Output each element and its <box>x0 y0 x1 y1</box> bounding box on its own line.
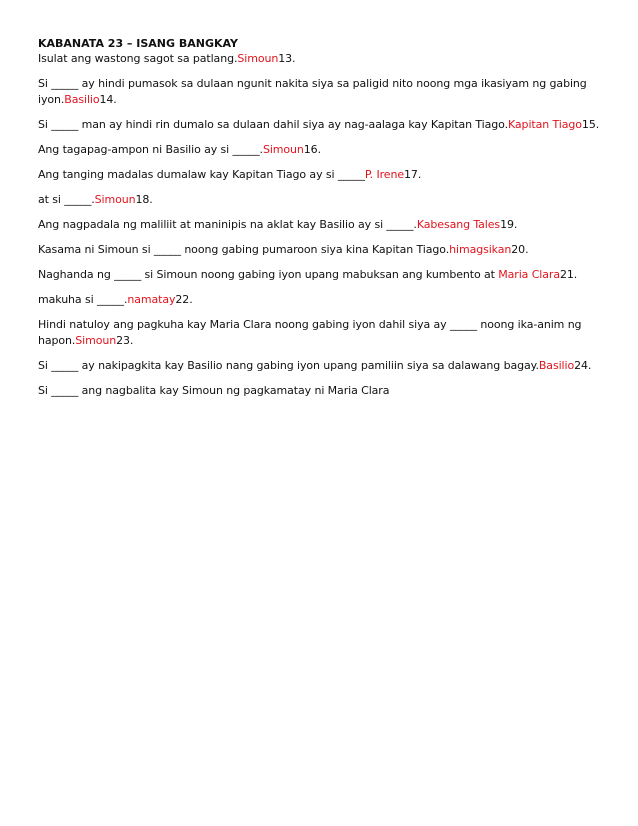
question-item <box>38 242 608 258</box>
question-text: Si _____ ay nakipagkita kay Basilio nang gabing iyon upang pamiliin siya sa dalawang bagay. <box>38 359 539 372</box>
question-text: Kasama ni Simoun si _____ noong gabing pumaroon siya kina Kapitan Tiago. <box>38 243 450 256</box>
question-item <box>38 142 608 158</box>
item-number: 20. <box>511 243 529 256</box>
question-text: Ang tagapag-ampon ni Basilio ay si _____. <box>38 143 263 156</box>
question-item <box>38 217 608 233</box>
item-number: 14. <box>99 93 117 106</box>
answer-text: Simoun <box>237 52 279 65</box>
item-number: 15. <box>581 118 600 131</box>
page-title: KABANATA 23 – ISANG BANGKAY <box>38 37 238 50</box>
answer-text: Kapitan Tiago <box>508 118 582 131</box>
question-item <box>38 76 608 108</box>
item-number: 17. <box>404 168 422 181</box>
answer-text: Maria Clara <box>498 268 560 281</box>
question-text: at si _____. <box>38 193 95 206</box>
question-text: Ang tanging madalas dumalaw kay Kapitan Tiago ay si _____ <box>38 168 365 181</box>
answer-text: Kabesang Tales <box>416 218 501 231</box>
answer-text: Basilio <box>538 359 575 372</box>
question-text: Naghanda ng _____ si Simoun noong gabing iyon upang mabuksan ang kumbento at <box>38 268 499 281</box>
answer-text: Simoun <box>262 143 304 156</box>
question-item <box>38 192 608 208</box>
question-item <box>38 383 608 399</box>
item-number: 16. <box>303 143 321 156</box>
question-text: Hindi natuloy ang pagkuha kay Maria Clara noong gabing iyon dahil siya ay _____ noong ika-anim ng hapon. <box>38 318 582 347</box>
question-item <box>38 358 608 374</box>
question-text: Isulat ang wastong sagot sa patlang. <box>38 52 238 65</box>
item-number: 21. <box>559 268 578 281</box>
item-number: 19. <box>500 218 518 231</box>
question-item <box>38 292 608 308</box>
answer-text: namatay <box>127 293 176 306</box>
question-item <box>38 117 608 133</box>
item-number: 18. <box>135 193 153 206</box>
answer-text: Simoun <box>94 193 136 206</box>
question-text: Ang nagpadala ng maliliit at maninipis na aklat kay Basilio ay si _____. <box>38 218 417 231</box>
instruction-line <box>38 51 608 67</box>
answer-text: P. Irene <box>364 168 405 181</box>
item-number: 24. <box>574 359 592 372</box>
answer-text: himagsikan <box>449 243 512 256</box>
item-number: 13. <box>278 52 296 65</box>
question-item <box>38 267 608 283</box>
item-number: 23. <box>116 334 134 347</box>
question-item <box>38 167 608 183</box>
question-text: Si _____ man ay hindi rin dumalo sa dulaan dahil siya ay nag-aalaga kay Kapitan Tiago. <box>38 118 508 131</box>
worksheet-page <box>38 36 608 408</box>
question-text: makuha si _____. <box>38 293 128 306</box>
question-item <box>38 317 608 349</box>
answer-text: Basilio <box>64 93 100 106</box>
answer-text: Simoun <box>75 334 117 347</box>
question-text: Si _____ ang nagbalita kay Simoun ng pagkamatay ni Maria Clara <box>38 384 390 397</box>
item-number: 22. <box>175 293 193 306</box>
question-text: Si _____ ay hindi pumasok sa dulaan ngunit nakita siya sa paligid nito noong mga ikasiyam ng gabing iyon. <box>38 77 587 106</box>
